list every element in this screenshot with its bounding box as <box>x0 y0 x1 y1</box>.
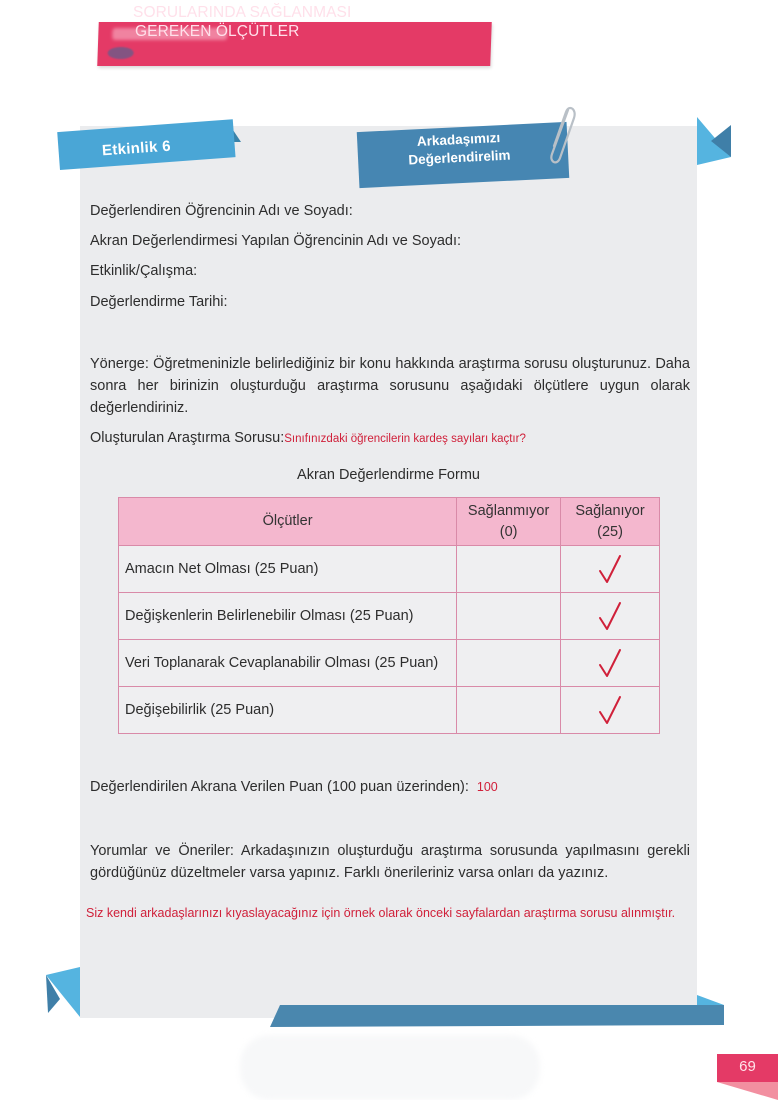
research-question-answer: Sınıfınızdaki öğrencilerin kardeş sayıları kaçtır? <box>284 433 526 445</box>
activity-title-line2: Değerlendirelim <box>408 147 511 168</box>
met-cell[interactable] <box>561 640 660 687</box>
not-met-cell[interactable] <box>457 640 561 687</box>
section-title <box>133 3 393 41</box>
criterion-cell: Değişebilirlik (25 Puan) <box>119 687 457 734</box>
teacher-note: Siz kendi arkadaşlarınızı kıyaslayacağınız için örnek olarak önceki sayfalardan araştırma sorusu alınmıştır. <box>86 906 676 920</box>
peer-score-label: Değerlendirilen Akrana Verilen Puan (100 puan üzerinden): <box>90 779 469 795</box>
header-not-met-label: Sağlanmıyor <box>467 502 550 519</box>
header-met <box>561 498 660 546</box>
header-not-met-points: (0) <box>499 523 518 540</box>
not-met-cell[interactable] <box>457 593 561 640</box>
section-title-line1: SORULARINDA SAĞLANMASI <box>133 4 352 21</box>
header-not-met <box>457 498 561 546</box>
not-met-cell[interactable] <box>457 687 561 734</box>
evaluation-date-field: Değerlendirme Tarihi: <box>90 294 228 310</box>
peer-score <box>90 779 498 795</box>
criterion-cell: Amacın Net Olması (25 Puan) <box>119 546 457 593</box>
table-header-row <box>119 498 660 546</box>
checkmark-icon <box>597 601 623 631</box>
research-question <box>90 430 526 446</box>
ribbon-bottom-bar <box>268 995 728 1029</box>
activity-title-line1: Arkadaşımızı <box>416 129 501 150</box>
header-criteria: Ölçütler <box>119 498 457 546</box>
page-number: 69 <box>739 1058 756 1075</box>
met-cell[interactable] <box>561 593 660 640</box>
instruction-text: Yönerge: Öğretmeninizle belirlediğiniz bir konu hakkında araştırma sorusu oluşturunuz. Daha sonra her birinizin oluşturduğu araştırma sorusunu aşağıdaki ölçütlere uygun olarak değerlendiriniz. <box>90 356 690 416</box>
criterion-cell: Veri Toplanarak Cevaplanabilir Olması (25 Puan) <box>119 640 457 687</box>
peer-score-value: 100 <box>476 780 498 794</box>
comments-instruction: Yorumlar ve Öneriler: Arkadaşınızın oluşturduğu araştırma sorusunda yapılmasını gerekli gördüğünüz düzeltmeler varsa yapınız. Farklı önerileriniz varsa onları da yazınız. <box>90 843 690 881</box>
section-title-line2: GEREKEN ÖLÇÜTLER <box>135 23 300 40</box>
met-cell[interactable] <box>561 687 660 734</box>
header-badge-icon <box>107 47 133 59</box>
header-met-points: (25) <box>597 523 623 540</box>
table-row <box>119 546 660 593</box>
page-number-fold <box>717 1082 778 1100</box>
form-title: Akran Değerlendirme Formu <box>297 467 480 483</box>
activity-number-label: Etkinlik 6 <box>101 137 172 160</box>
peer-evaluation-table <box>118 497 660 734</box>
peer-name-field: Akran Değerlendirmesi Yapılan Öğrencinin Adı ve Soyadı: <box>90 233 462 249</box>
criterion-cell: Değişkenlerin Belirlenebilir Olması (25 Puan) <box>119 593 457 640</box>
checkmark-icon <box>597 695 623 725</box>
evaluator-name-field: Değerlendiren Öğrencinin Adı ve Soyadı: <box>90 203 353 219</box>
table-row <box>119 687 660 734</box>
checkmark-icon <box>597 554 623 584</box>
table-row <box>119 640 660 687</box>
table-row <box>119 593 660 640</box>
not-met-cell[interactable] <box>457 546 561 593</box>
paperclip-icon <box>538 90 580 170</box>
research-question-label: Oluşturulan Araştırma Sorusu: <box>90 430 285 446</box>
activity-title <box>387 128 531 171</box>
header-met-label: Sağlanıyor <box>575 502 645 519</box>
page-shadow <box>240 1035 540 1100</box>
activity-field: Etkinlik/Çalışma: <box>90 263 198 279</box>
checkmark-icon <box>597 648 623 678</box>
met-cell[interactable] <box>561 546 660 593</box>
ribbon-tip-right-icon <box>697 117 733 167</box>
ribbon-tip-bottom-left-icon <box>44 967 84 1019</box>
